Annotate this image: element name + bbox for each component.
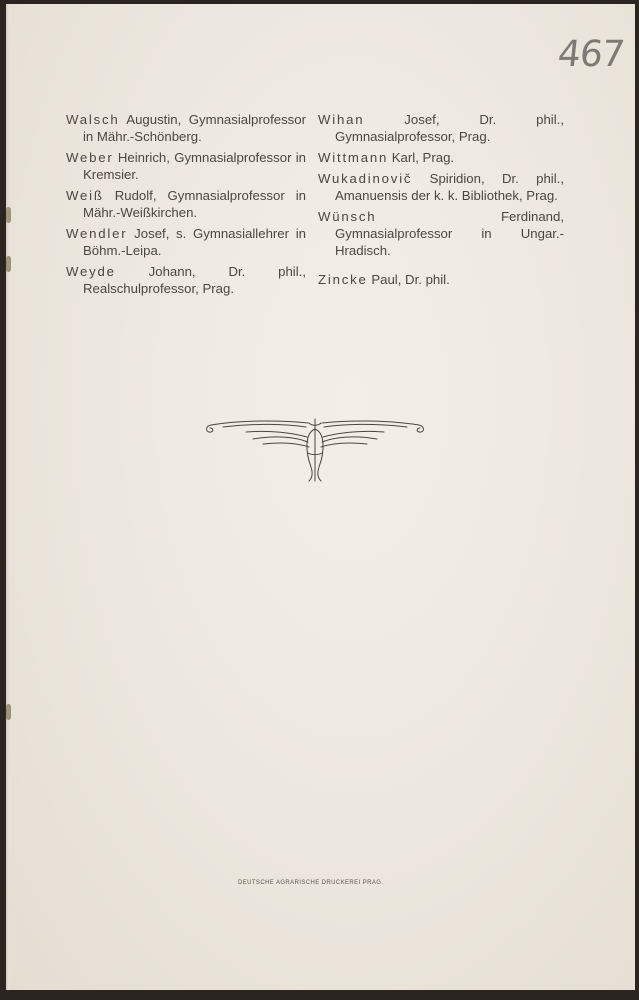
- binding-stitch: [6, 207, 11, 223]
- list-item: [66, 225, 306, 259]
- list-item: [318, 271, 564, 288]
- list-item: [318, 170, 564, 204]
- decorative-ornament: [201, 411, 429, 491]
- entry-surname: Wihan: [318, 112, 365, 127]
- entry-surname: Wukadinovič: [318, 171, 413, 186]
- entry-details: Ferdinand, Gymnasialprofessor in Ungar.-Hradisch.: [335, 209, 564, 258]
- binding-stitch: [6, 256, 11, 272]
- entry-details: Spiridion, Dr. phil., Amanuensis der k. k. Bibliothek, Prag.: [335, 171, 564, 203]
- entry-details: Karl, Prag.: [391, 150, 455, 165]
- entry-surname: Weyde: [66, 264, 116, 279]
- document-page: [6, 4, 635, 990]
- printer-imprint: DEUTSCHE AGRARISCHE DRUCKEREI PRAG.: [238, 880, 384, 886]
- entry-details: Josef, Dr. phil., Gymnasialprofessor, Prag.: [335, 112, 564, 144]
- entry-surname: Wittmann: [318, 150, 389, 165]
- entry-details: Paul, Dr. phil.: [371, 272, 450, 287]
- page-left-edge: [6, 4, 10, 990]
- list-item: [318, 111, 564, 145]
- list-item: [66, 111, 306, 145]
- entry-surname: Weber: [66, 150, 114, 165]
- entry-details: Augustin, Gymnasialprofessor in Mähr.-Schönberg.: [83, 112, 306, 144]
- page-number: 467: [555, 34, 626, 75]
- list-item: [66, 149, 306, 183]
- entry-surname: Wendler: [66, 226, 128, 241]
- entry-surname: Weiß: [66, 188, 104, 203]
- binding-stitch: [6, 704, 11, 720]
- entry-details: Heinrich, Gymnasialprofessor in Kremsier.: [83, 150, 306, 182]
- list-item: [66, 187, 306, 221]
- list-item: [318, 208, 564, 259]
- entry-details: Josef, s. Gymnasiallehrer in Böhm.-Leipa.: [83, 226, 306, 258]
- list-item: [66, 263, 306, 297]
- entry-surname: Zincke: [318, 272, 368, 287]
- entry-details: Rudolf, Gymnasialprofessor in Mähr.-Weißkirchen.: [83, 188, 306, 220]
- list-item: [318, 149, 564, 166]
- right-column: [318, 111, 564, 292]
- entry-surname: Wünsch: [318, 209, 377, 224]
- left-column: [66, 111, 306, 301]
- entry-details: Johann, Dr. phil., Realschulprofessor, Prag.: [83, 264, 306, 296]
- entry-surname: Walsch: [66, 112, 120, 127]
